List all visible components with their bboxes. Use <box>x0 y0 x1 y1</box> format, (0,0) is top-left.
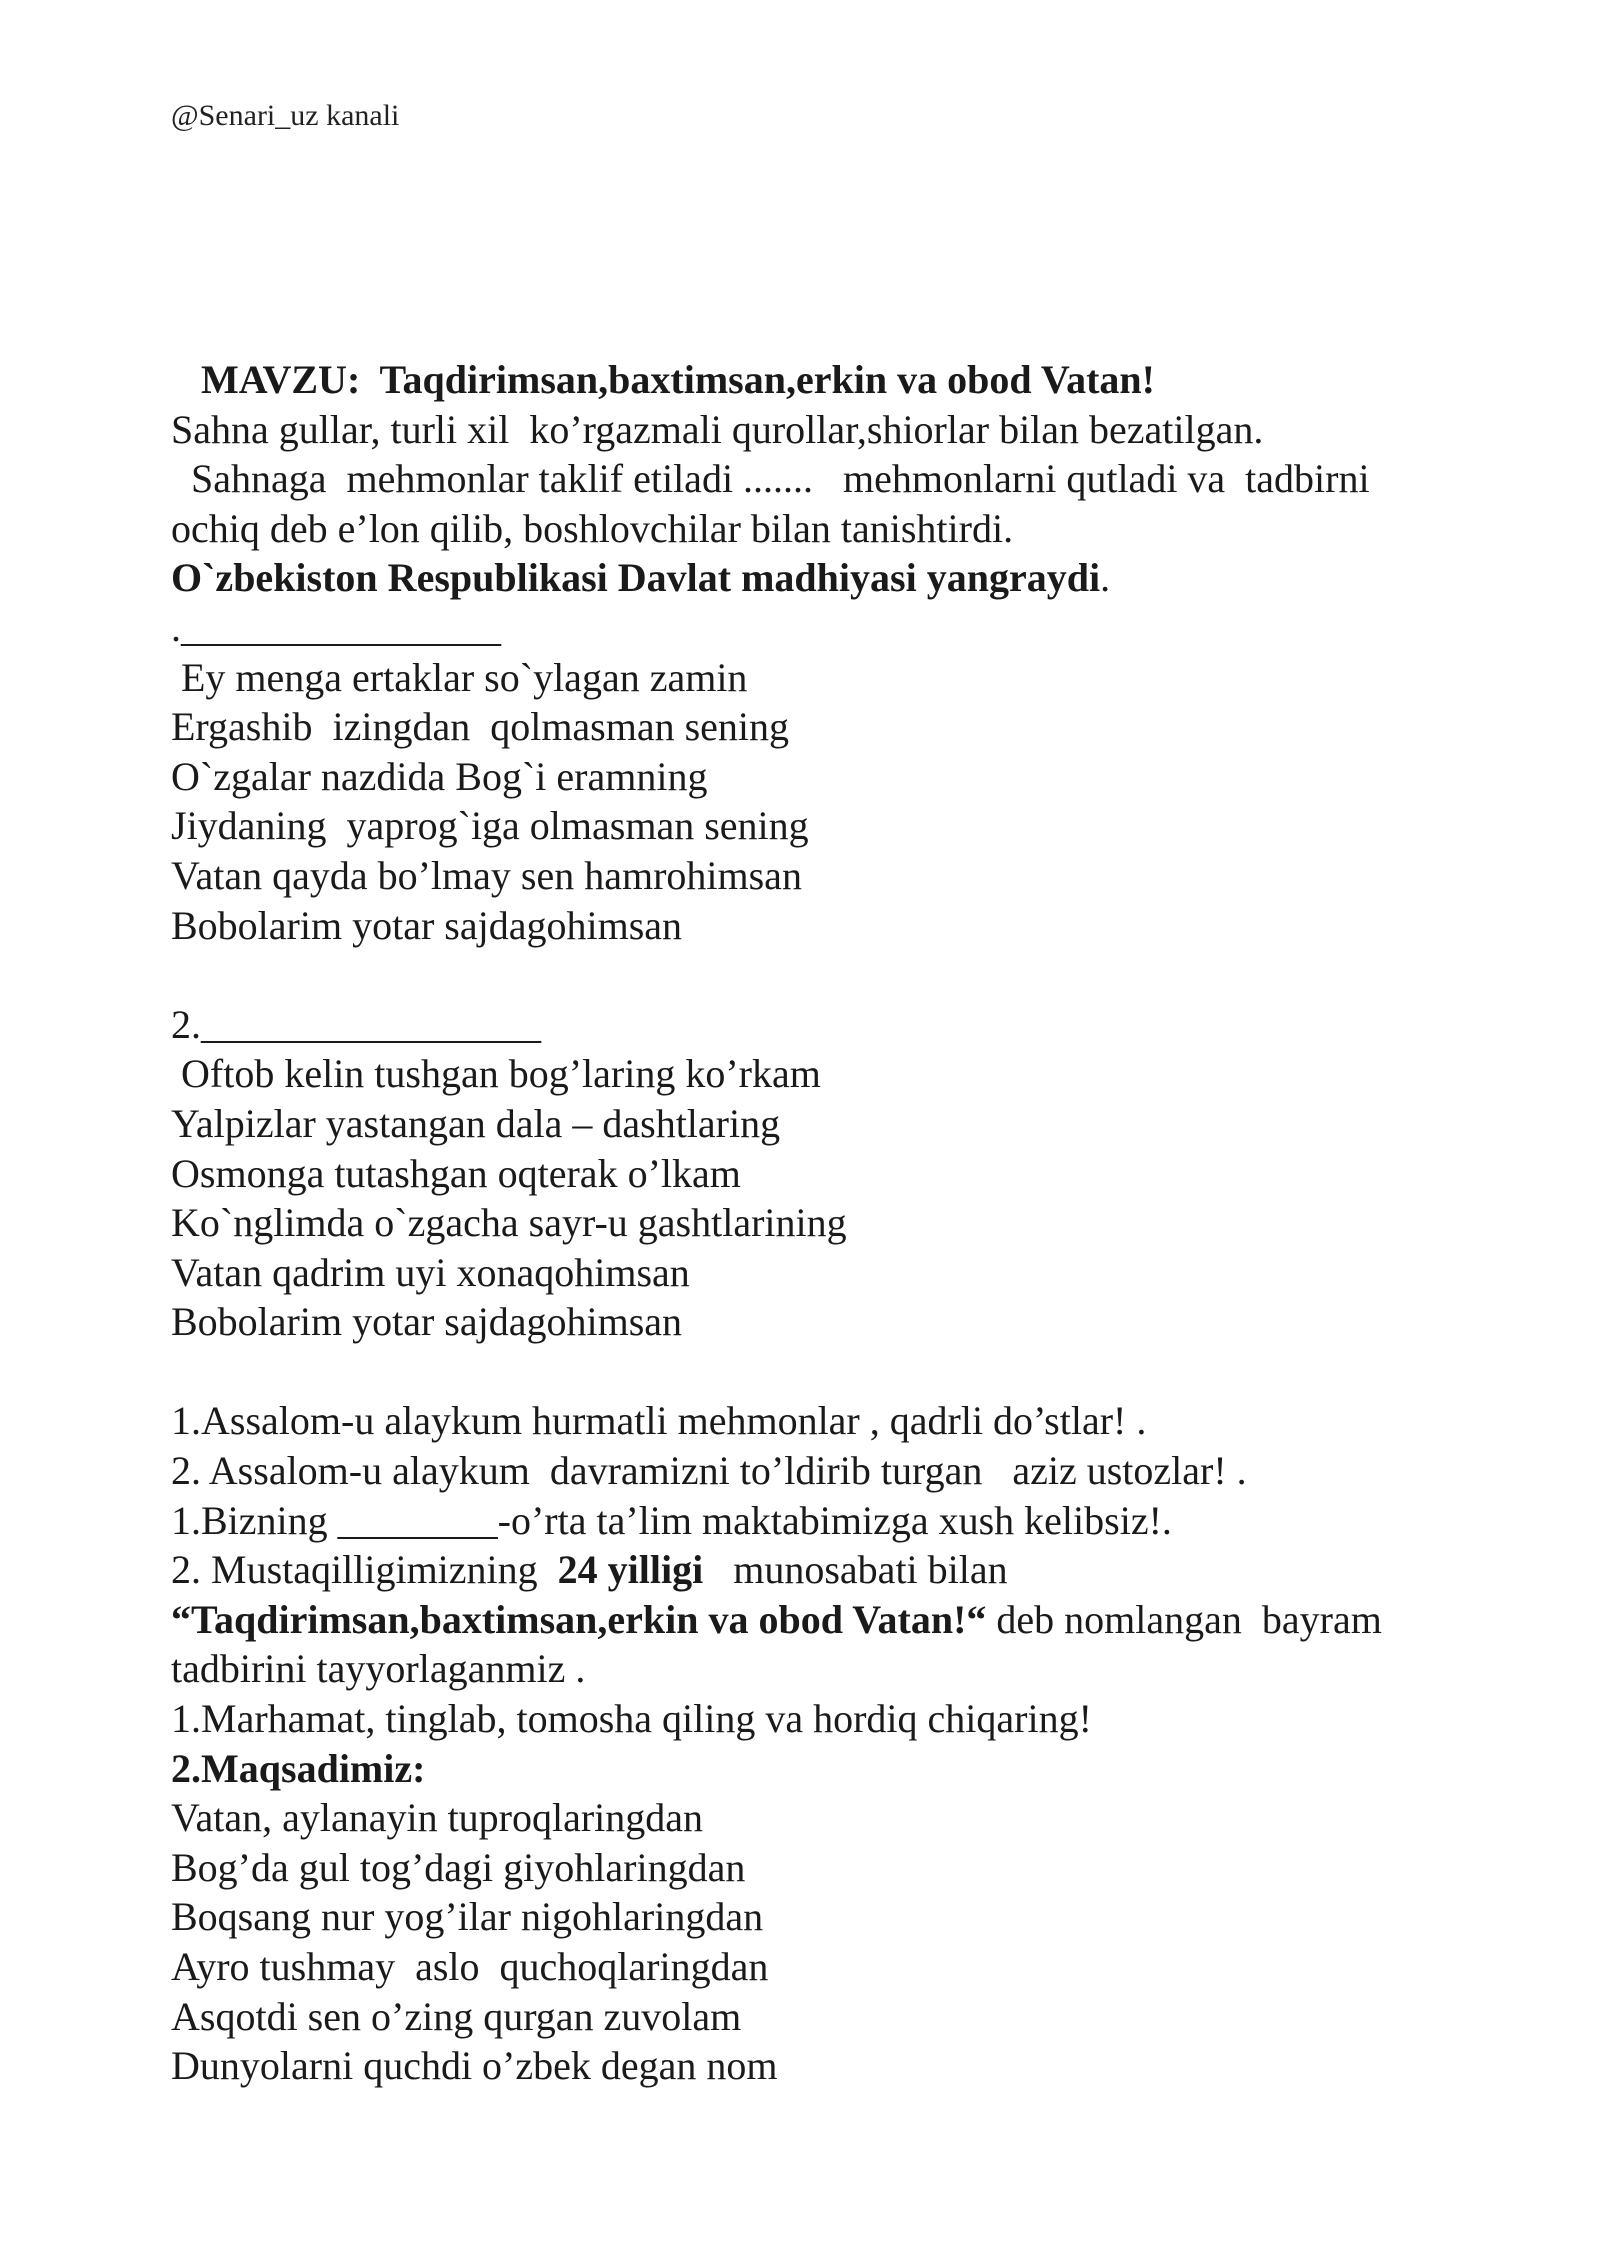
blank-line <box>171 1347 1501 1397</box>
topic-prefix: MAVZU: <box>171 357 380 402</box>
intro-line-2: Sahnaga mehmonlar taklif etiladi ....... mehmonlarni qutladi va tadbirni <box>171 456 1370 502</box>
goal-heading <box>171 1744 1501 1794</box>
intro-line-3: ochiq deb e’lon qilib, boshlovchilar bilan tanishtirdi. <box>171 505 1014 551</box>
document-body <box>171 355 1501 2091</box>
dialogue-line-4-pre: 2. Mustaqilligimizning <box>171 1547 558 1593</box>
verse1-line-4: Jiydaning yaprog`iga olmasman sening <box>171 803 809 849</box>
dialogue-line-7: 1.Marhamat, tinglab, tomosha qiling va hordiq chiqaring! <box>171 1696 1092 1742</box>
verse2-line-6: Bobolarim yotar sajdagohimsan <box>171 1299 683 1345</box>
verse1-line-5: Vatan qayda bo’lmay sen hamrohimsan <box>171 852 802 898</box>
verse2-line-4: Ko`nglimda o`zgacha sayr-u gashtlarining <box>171 1200 847 1246</box>
anthem-text: O`zbekiston Respublikasi Davlat madhiyasi yangraydi <box>171 555 1101 601</box>
verse1-line-2: Ergashib izingdan qolmasman sening <box>171 704 790 750</box>
verse1-line-1: Ey menga ertaklar so`ylagan zamin <box>171 654 748 700</box>
verse3-line-4: Ayro tushmay aslo quchoqlaringdan <box>171 1944 769 1989</box>
blank-line <box>171 950 1501 1000</box>
goal-heading-text: 2.Maqsadimiz: <box>171 1745 426 1791</box>
dialogue-line-5-post: deb nomlangan bayram <box>986 1596 1382 1642</box>
verse2-line-2: Yalpizlar yastangan dala – dashtlaring <box>171 1100 781 1146</box>
dialogue-line-4 <box>171 1545 1501 1595</box>
topic-text: Taqdirimsan,baxtimsan,erkin va obod Vatan! <box>379 357 1155 402</box>
dialogue-line-6: tadbirini tayyorlaganmiz . <box>171 1646 586 1692</box>
channel-header: @Senari_uz kanali <box>171 99 400 132</box>
verse1-marker: .________________ <box>171 604 501 650</box>
verse2-line-5: Vatan qadrim uyi xonaqohimsan <box>171 1249 690 1295</box>
anniversary-text: 24 yilligi <box>557 1547 704 1593</box>
dialogue-line-4-post: munosabati bilan <box>703 1547 1008 1593</box>
verse3-line-5: Asqotdi sen o’zing qurgan zuvolam <box>171 1993 742 2039</box>
dialogue-line-3: 1.Bizning ________-o’rta ta’lim maktabimizga xush kelibsiz!. <box>171 1497 1172 1543</box>
verse2-marker: 2._________________ <box>171 1001 541 1047</box>
verse2-line-3: Osmonga tutashgan oqterak o’lkam <box>171 1150 741 1196</box>
verse2-line-1: Oftob kelin tushgan bog’laring ko’rkam <box>171 1051 821 1097</box>
anthem-suffix: . <box>1100 555 1111 601</box>
anthem-line <box>171 553 1501 603</box>
topic-title <box>171 355 1501 405</box>
event-name: “Taqdirimsan,baxtimsan,erkin va obod Vatan!“ <box>171 1596 987 1642</box>
verse3-line-2: Bog’da gul tog’dagi giyohlaringdan <box>171 1844 746 1890</box>
dialogue-line-5 <box>171 1595 1501 1645</box>
verse3-line-6: Dunyolarni quchdi o’zbek degan nom <box>171 2043 778 2089</box>
verse1-line-6: Bobolarim yotar sajdagohimsan <box>171 902 683 948</box>
verse3-line-3: Boqsang nur yog’ilar nigohlaringdan <box>171 1894 764 1940</box>
dialogue-line-2: 2. Assalom-u alaykum davramizni to’ldirib turgan aziz ustozlar! . <box>171 1448 1247 1494</box>
verse3-line-1: Vatan, aylanayin tuproqlaringdan <box>171 1795 704 1841</box>
verse1-line-3: O`zgalar nazdida Bog`i eramning <box>171 753 708 799</box>
intro-line-1: Sahna gullar, turli xil ko’rgazmali qurollar,shiorlar bilan bezatilgan. <box>171 406 1264 452</box>
dialogue-line-1: 1.Assalom-u alaykum hurmatli mehmonlar , qadrli do’stlar! . <box>171 1398 1147 1444</box>
